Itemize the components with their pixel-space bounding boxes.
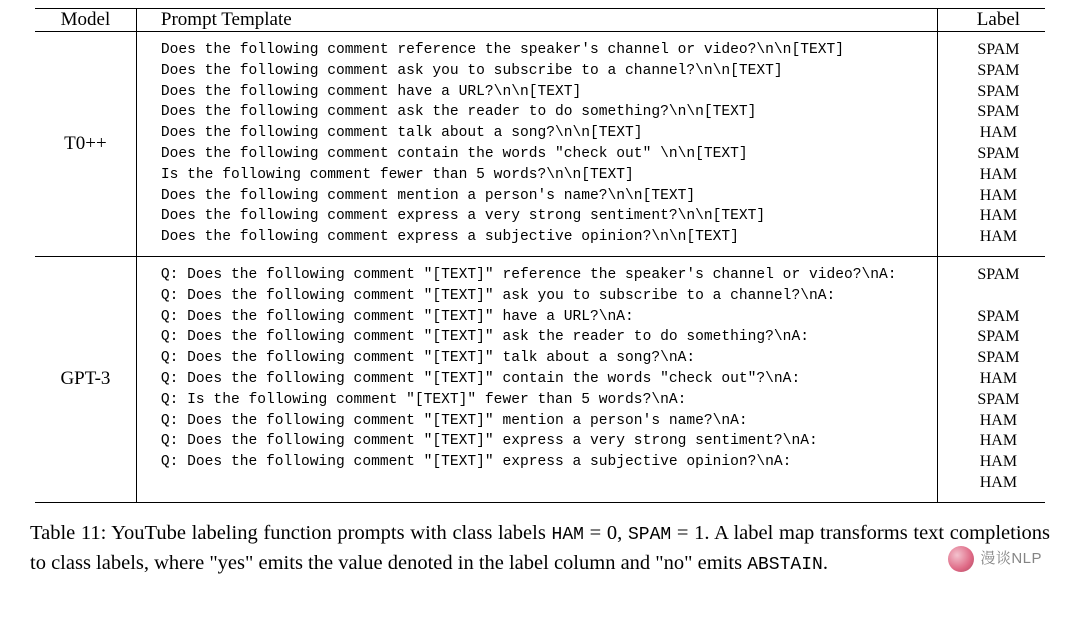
header-prompt-template: Prompt Template <box>151 9 937 32</box>
prompt-line: Does the following comment mention a person's name?\n\n[TEXT] <box>160 187 696 204</box>
prompt-line: Does the following comment have a URL?\n\n[TEXT] <box>160 83 582 100</box>
header-divider-1 <box>136 9 150 32</box>
watermark <box>948 545 1042 573</box>
watermark-text: 漫谈NLP <box>980 549 1042 567</box>
prompt-line: Does the following comment reference the speaker's channel or video?\n\n[TEXT] <box>160 42 844 58</box>
table-row <box>35 256 1045 502</box>
header-label: Label <box>952 9 1045 32</box>
row-model-gpt3: GPT-3 <box>35 256 136 502</box>
label-value: HAM <box>979 473 1018 491</box>
row-labels-t0pp <box>952 32 1045 257</box>
row-model-t0pp: T0++ <box>35 32 136 257</box>
prompt-line: Q: Does the following comment "[TEXT]" have a URL?\nA: <box>160 308 634 325</box>
caption-prefix: Table 11: YouTube labeling function prompts with class labels <box>30 521 552 544</box>
label-value: HAM <box>979 186 1018 204</box>
row-divider-1 <box>136 32 150 257</box>
label-value: SPAM <box>977 349 1020 367</box>
caption-spam-value: = 1. <box>671 521 715 544</box>
row-divider-2 <box>937 32 951 257</box>
label-value: SPAM <box>977 390 1020 408</box>
label-value: SPAM <box>977 328 1020 346</box>
prompt-line: Q: Does the following comment "[TEXT]" ask the reader to do something?\nA: <box>160 329 809 346</box>
watermark-logo-icon <box>948 546 974 572</box>
label-value: HAM <box>979 411 1018 429</box>
label-value: SPAM <box>977 41 1020 58</box>
label-value: SPAM <box>977 307 1020 325</box>
label-value: SPAM <box>977 103 1020 121</box>
prompt-line: Does the following comment ask the reader to do something?\n\n[TEXT] <box>160 104 757 121</box>
prompt-line: Does the following comment express a subjective opinion?\n\n[TEXT] <box>160 229 739 246</box>
caption-spam-token: SPAM <box>627 524 672 545</box>
header-model: Model <box>35 9 136 32</box>
label-value: SPAM <box>977 61 1020 79</box>
label-value: SPAM <box>977 82 1020 100</box>
prompt-line: Is the following comment fewer than 5 words?\n\n[TEXT] <box>160 166 634 183</box>
label-value: HAM <box>979 124 1018 142</box>
label-value: HAM <box>979 453 1018 471</box>
caption-abstain-token: ABSTAIN <box>747 554 823 575</box>
prompt-line: Q: Does the following comment "[TEXT]" express a subjective opinion?\nA: <box>160 454 792 471</box>
prompt-line: Q: Does the following comment "[TEXT]" express a very strong sentiment?\nA: <box>160 433 818 450</box>
caption-ham-value: = 0, <box>583 521 628 544</box>
prompt-line: Q: Does the following comment "[TEXT]" talk about a song?\nA: <box>160 350 696 367</box>
prompt-line: Q: Does the following comment "[TEXT]" ask you to subscribe to a channel?\nA: <box>160 287 836 304</box>
label-value: SPAM <box>977 144 1020 162</box>
table-caption <box>30 519 1050 579</box>
label-value: HAM <box>979 432 1018 450</box>
label-value: HAM <box>979 228 1018 246</box>
prompt-line: Does the following comment talk about a song?\n\n[TEXT] <box>160 125 643 142</box>
row-prompts-t0pp <box>151 32 937 257</box>
caption-suffix: . <box>822 551 828 574</box>
table-header-row <box>35 9 1045 32</box>
row-labels-gpt3 <box>952 256 1045 502</box>
label-value: HAM <box>979 165 1018 183</box>
label-value: SPAM <box>977 265 1020 283</box>
caption-ham-token: HAM <box>551 524 584 545</box>
prompt-line: Q: Is the following comment "[TEXT]" fewer than 5 words?\nA: <box>160 391 687 408</box>
row-divider-2 <box>937 256 951 502</box>
caption-body: A label map transforms text completions to class labels, where "yes" emits the value denoted in the label column and "no" emits <box>30 521 1051 574</box>
prompt-line: Does the following comment contain the words "check out" \n\n[TEXT] <box>160 145 748 162</box>
table-row <box>35 32 1045 257</box>
label-value: HAM <box>979 207 1018 225</box>
prompt-line: Q: Does the following comment "[TEXT]" contain the words "check out"?\nA: <box>160 370 801 387</box>
label-value: HAM <box>979 369 1018 387</box>
prompt-line: Does the following comment express a very strong sentiment?\n\n[TEXT] <box>160 208 766 225</box>
prompt-template-table <box>35 8 1045 503</box>
row-divider-1 <box>136 256 150 502</box>
prompt-line: Does the following comment ask you to subscribe to a channel?\n\n[TEXT] <box>160 62 783 79</box>
prompt-line: Q: Does the following comment "[TEXT]" mention a person's name?\nA: <box>160 412 748 429</box>
row-prompts-gpt3 <box>151 256 937 502</box>
prompt-line: Q: Does the following comment "[TEXT]" reference the speaker's channel or video?\nA: <box>160 266 897 283</box>
header-divider-2 <box>937 9 951 32</box>
